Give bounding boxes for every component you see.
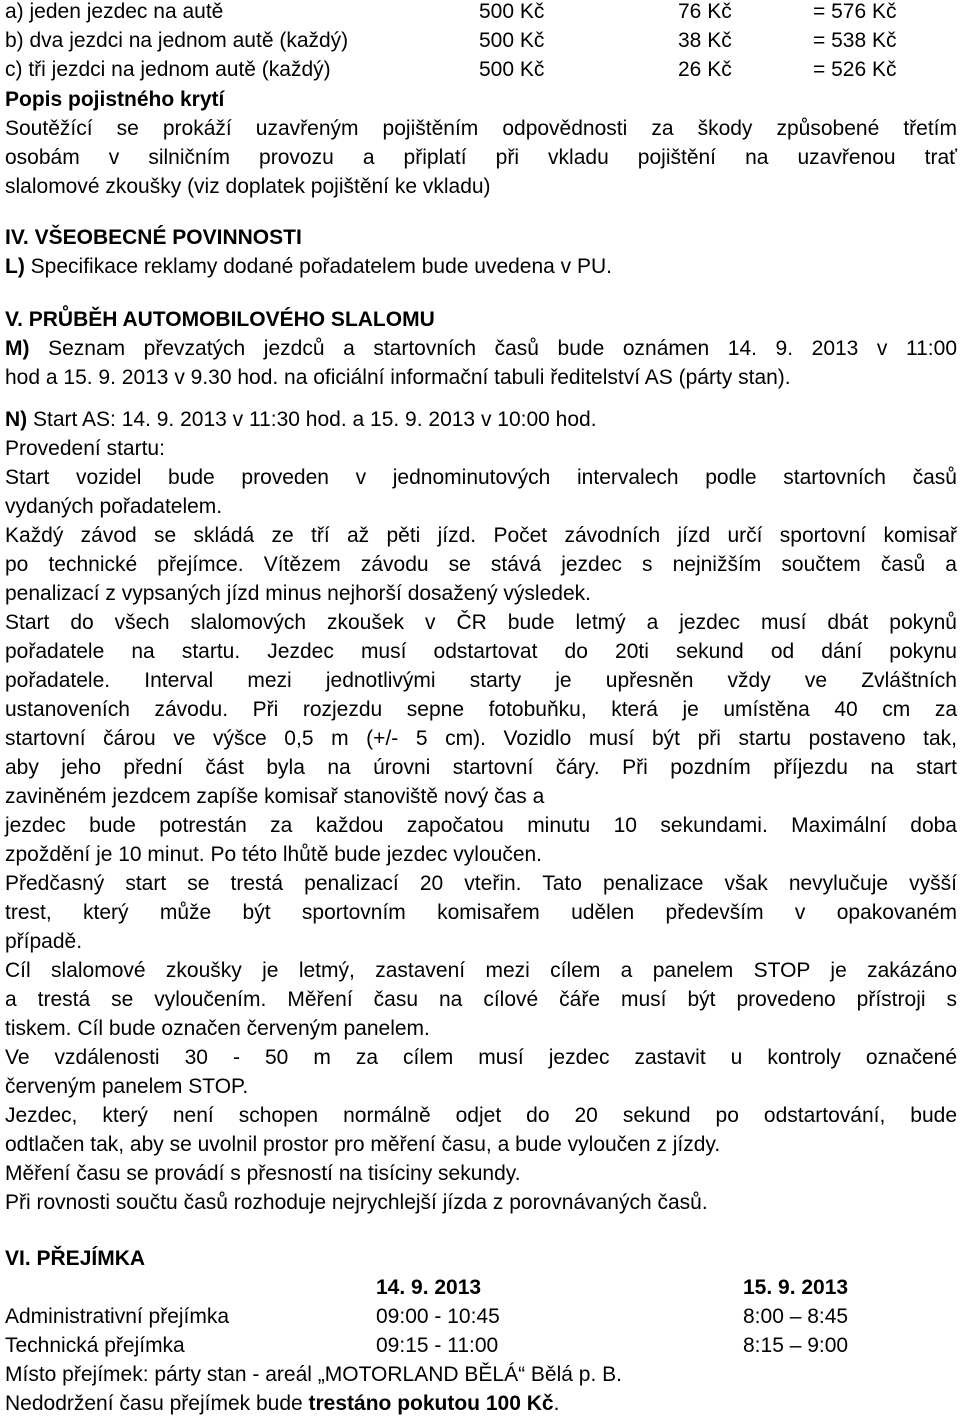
fee-insurance: 26 Kč — [678, 58, 732, 81]
fee-total: = 538 Kč — [813, 29, 897, 52]
intake-time-day1: 09:00 - 10:45 — [376, 1305, 500, 1328]
body-line: ustanoveních závodu. Při rozjezdu sepne fotobuňku, která je umístěna 40 cm za — [5, 698, 957, 721]
body-line: Start do všech slalomových zkoušek v ČR bude letmý a jezdec musí dbát pokynů — [5, 611, 957, 634]
intake-label: Administrativní přejímka — [5, 1305, 230, 1328]
penalty-amount: trestáno pokutou 100 Kč — [308, 1392, 554, 1415]
intake-time-day2: 8:00 – 8:45 — [743, 1305, 849, 1328]
body-line: Každý závod se skládá ze tří až pěti jízd. Počet závodních jízd určí sportovní komisař — [5, 524, 957, 547]
body-line: Předčasný start se trestá penalizací 20 vteřin. Tato penalizace však nevylučuje vyšší — [5, 872, 957, 895]
fee-label: b) dva jezdci na jednom autě (každý) — [5, 29, 349, 52]
fee-base: 500 Kč — [479, 0, 545, 23]
body-line: po technické přejímce. Vítězem závodu se stává jezdec s nejnižším součtem časů a — [5, 553, 957, 576]
date-column-1: 14. 9. 2013 — [376, 1276, 482, 1299]
body-line: odtlačen tak, aby se uvolnil prostor pro měření času, a bude vyloučen z jízdy. — [5, 1133, 721, 1156]
intake-time-day2: 8:15 – 9:00 — [743, 1334, 849, 1357]
body-line: zaviněném jezdcem zapíše komisař stanoviště nový čas a — [5, 785, 545, 808]
section-heading: V. PRŮBĚH AUTOMOBILOVÉHO SLALOMU — [5, 308, 435, 331]
body-line: zpoždění je 10 minut. Po této lhůtě bude jezdec vyloučen. — [5, 843, 543, 866]
date-column-2: 15. 9. 2013 — [743, 1276, 849, 1299]
intake-label: Technická přejímka — [5, 1334, 185, 1357]
body-line: červeným panelem STOP. — [5, 1075, 249, 1098]
fee-base: 500 Kč — [479, 58, 545, 81]
body-line: případě. — [5, 930, 83, 953]
fee-base: 500 Kč — [479, 29, 545, 52]
item-text: Seznam převzatých jezdců a startovních časů bude oznámen 14. 9. 2013 v 11:00 — [29, 337, 957, 360]
fee-label: c) tři jezdci na jednom autě (každý) — [5, 58, 331, 81]
body-line: pořadatele na startu. Jezdec musí odstartovat do 20ti sekund od dání pokynu — [5, 640, 957, 663]
body-line: a trestá se vyloučením. Měření času na cílové čáře musí být provedeno přístroji s — [5, 988, 957, 1011]
body-line: penalizací z vypsaných jízd minus nejhorší dosažený výsledek. — [5, 582, 591, 605]
body-line: startovní čárou ve výšce 0,5 m (+/- 5 cm). Vozidlo musí být při startu postaveno tak, — [5, 727, 957, 750]
insurance-heading: Popis pojistného krytí — [5, 88, 225, 111]
fee-insurance: 38 Kč — [678, 29, 732, 52]
item-n — [5, 406, 597, 434]
body-line: Provedení startu: — [5, 437, 165, 460]
body-line: Jezdec, který není schopen normálně odjet do 20 sekund po odstartování, bude — [5, 1104, 957, 1127]
body-line: pořadatele. Interval mezi jednotlivými starty je upřesněn vždy ve Zvláštních — [5, 669, 957, 692]
body-line: Start vozidel bude proveden v jednominutových intervalech podle startovních časů — [5, 466, 957, 489]
item-text: Start AS: 14. 9. 2013 v 11:30 hod. a 15. 9. 2013 v 10:00 hod. — [27, 408, 597, 431]
item-m — [5, 335, 957, 363]
penalty-text: Nedodržení času přejímek bude — [5, 1392, 309, 1415]
fee-label: a) jeden jezdec na autě — [5, 0, 224, 23]
section-heading: IV. VŠEOBECNÉ POVINNOSTI — [5, 226, 302, 249]
intake-penalty — [5, 1390, 559, 1418]
body-line: jezdec bude potrestán za každou započatou minutu 10 sekundami. Maximální doba — [5, 814, 957, 837]
item-l — [5, 253, 612, 281]
item-m-cont: hod a 15. 9. 2013 v 9.30 hod. na oficiální informační tabuli ředitelství AS (párty stan). — [5, 366, 791, 389]
fee-total: = 576 Kč — [813, 0, 897, 23]
item-text: Specifikace reklamy dodané pořadatelem bude uvedena v PU. — [24, 255, 613, 278]
body-line: Měření času se provádí s přesností na tisíciny sekundy. — [5, 1162, 521, 1185]
body-line: aby jeho přední část byla na úrovni startovní čáry. Při pozdním příjezdu na start — [5, 756, 957, 779]
body-line: Ve vzdálenosti 30 - 50 m za cílem musí jezdec zastavit u kontroly označené — [5, 1046, 957, 1069]
insurance-line: slalomové zkoušky (viz doplatek pojištění ke vkladu) — [5, 175, 491, 198]
body-line: vydaných pořadatelem. — [5, 495, 223, 518]
insurance-line: Soutěžící se prokáží uzavřeným pojištěním odpovědnosti za škody způsobené třetím — [5, 117, 957, 140]
body-line: Při rovnosti součtu časů rozhoduje nejrychlejší jízda z porovnávaných časů. — [5, 1191, 708, 1214]
fee-total: = 526 Kč — [813, 58, 897, 81]
penalty-suffix: . — [553, 1392, 560, 1415]
item-label: L) — [5, 255, 25, 278]
intake-place: Místo přejímek: párty stan - areál „MOTORLAND BĚLÁ“ Bělá p. B. — [5, 1363, 622, 1386]
insurance-line: osobám v silničním provozu a připlatí při vkladu pojištění na uzavřenou trať — [5, 146, 957, 169]
body-line: tiskem. Cíl bude označen červeným panelem. — [5, 1017, 430, 1040]
body-line: trest, který může být sportovním komisařem udělen především v opakovaném — [5, 901, 957, 924]
intake-time-day1: 09:15 - 11:00 — [376, 1334, 499, 1357]
section-heading: VI. PŘEJÍMKA — [5, 1247, 146, 1270]
item-label: N) — [5, 408, 28, 431]
item-label: M) — [5, 337, 30, 360]
fee-insurance: 76 Kč — [678, 0, 732, 23]
body-line: Cíl slalomové zkoušky je letmý, zastavení mezi cílem a panelem STOP je zakázáno — [5, 959, 957, 982]
